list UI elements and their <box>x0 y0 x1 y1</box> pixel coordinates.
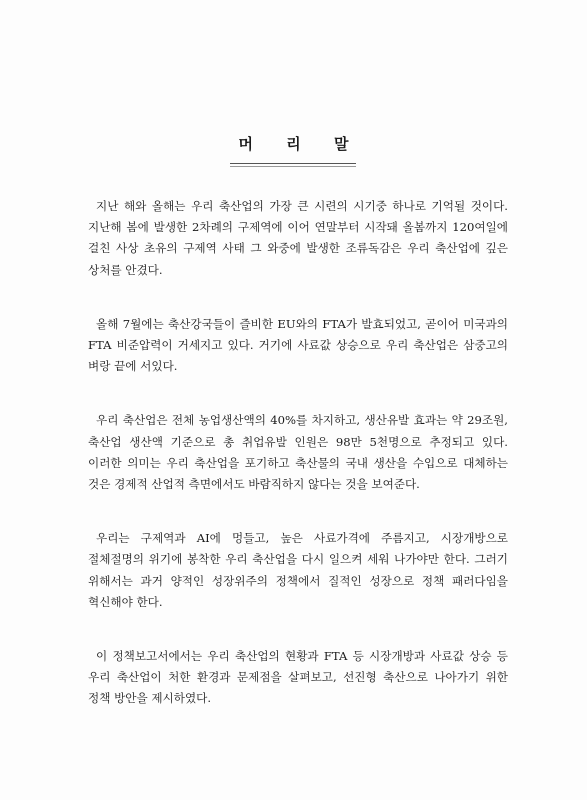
paragraph-4: 우리는 구제역과 AI에 멍들고, 높은 사료가격에 주름지고, 시장개방으로 절체절명의 위기에 봉착한 우리 축산업을 다시 일으켜 세워 나가야만 한다. 그러기 위해서는 과거 양적인 성장위주의 정책에서 질적인 성장으로 정책 패러다임을 혁신해야 한다. <box>88 531 508 609</box>
paragraph-2: 올해 7월에는 축산강국들이 즐비한 EU와의 FTA가 발효되었고, 곧이어 미국과의 FTA 비준압력이 거세지고 있다. 거기에 사료값 상승으로 우리 축산업은 삼중고의 벼랑 끝에 서있다. <box>88 316 508 374</box>
page-title: 머 리 말 <box>238 135 363 153</box>
paragraph-1: 지난 해와 올해는 우리 축산업의 가장 큰 시련의 시기중 하나로 기억될 것이다. 지난해 봄에 발생한 2차례의 구제역에 이어 연말부터 시작돼 올봄까지 120여일에 걸친 사상 초유의 구제역 사태 그 와중에 발생한 조류독감은 우리 축산업에 깊은 상처를 안겼다. <box>88 199 508 277</box>
preface-body <box>88 196 508 743</box>
paragraph-3: 우리 축산업은 전체 농업생산액의 40%를 차지하고, 생산유발 효과는 약 29조원, 축산업 생산액 기준으로 총 취업유발 인원은 98만 5천명으로 추정되고 있다. 이러한 의미는 우리 축산업을 포기하고 축산물의 국내 생산을 수입으로 대체하는 것은 경제적 산업적 측면에서도 바람직하지 않다는 것을 보여준다. <box>88 413 508 492</box>
title-underline <box>230 163 356 164</box>
paragraph-5: 이 정책보고서에서는 우리 축산업의 현황과 FTA 등 시장개방과 사료값 상승 등 우리 축산업이 처한 환경과 문제점을 살펴보고, 선진형 축산으로 나아가기 위한 정책 방안을 제시하였다. <box>88 649 508 706</box>
